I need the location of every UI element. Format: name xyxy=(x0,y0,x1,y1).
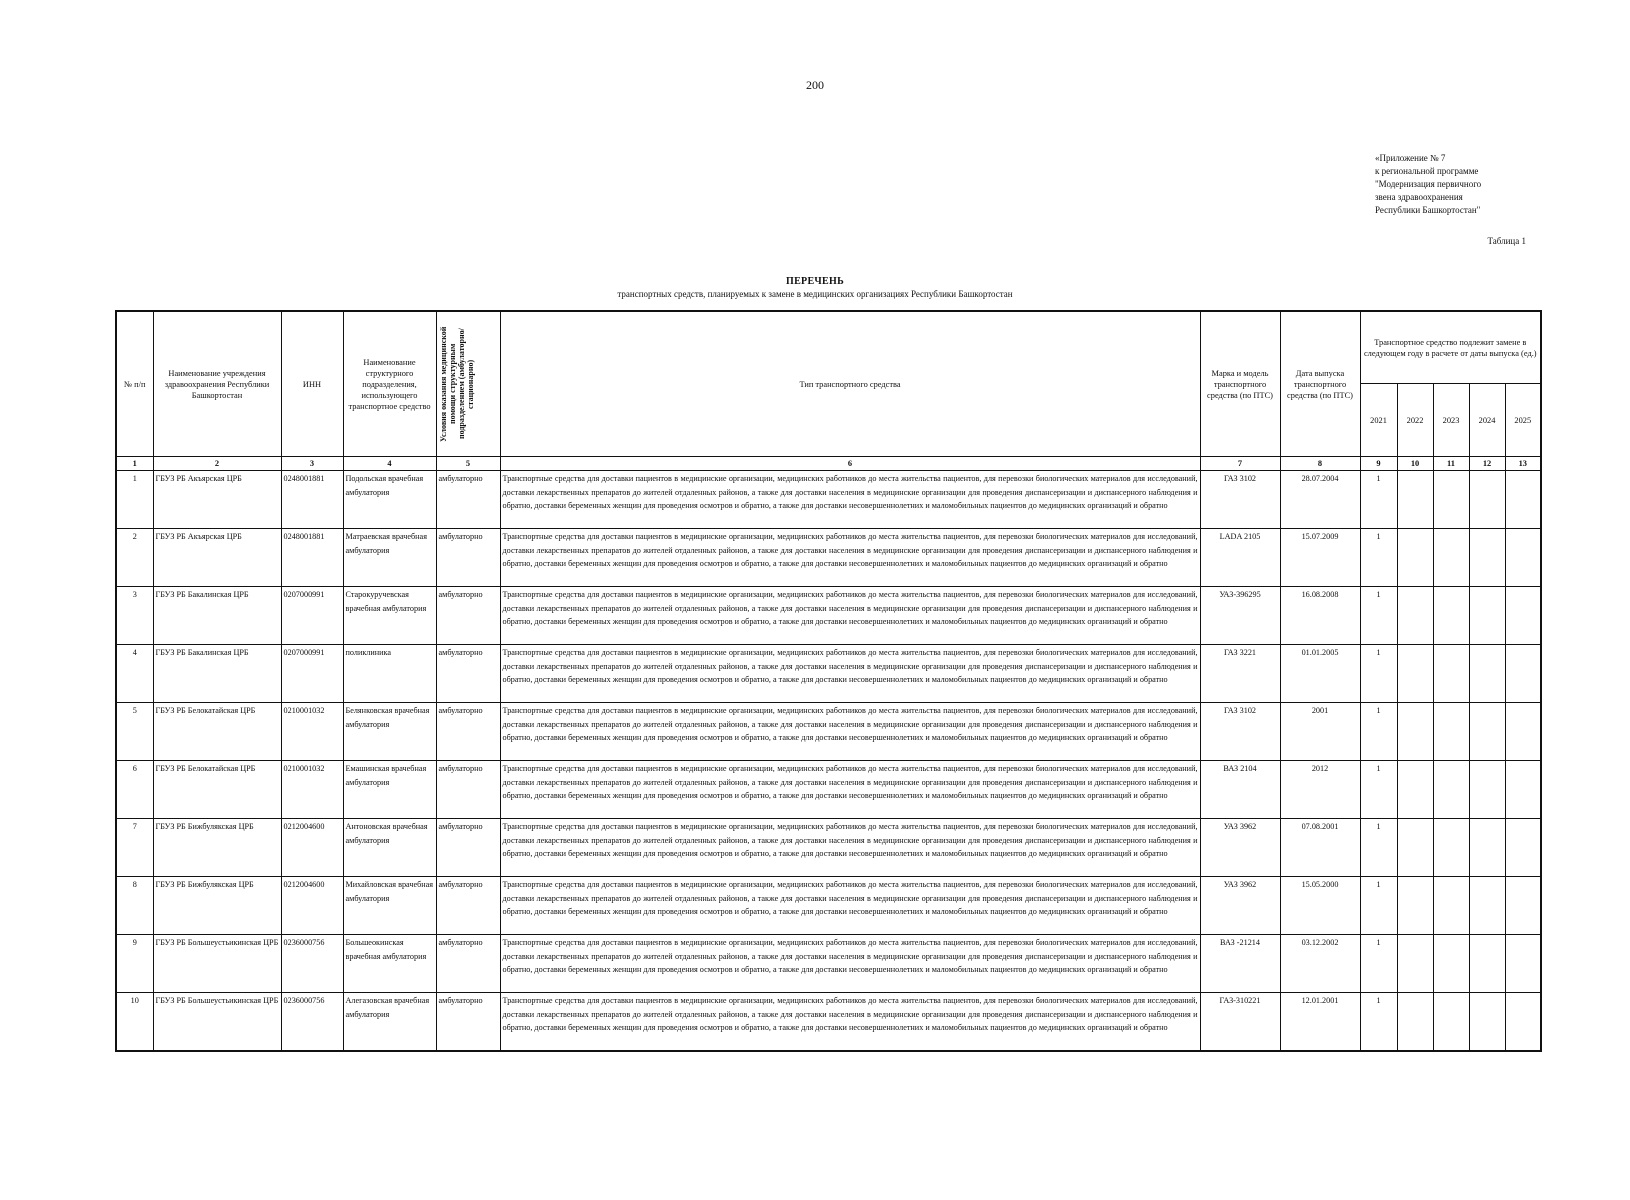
cell-2025 xyxy=(1505,587,1541,645)
cell-2024 xyxy=(1469,877,1505,935)
column-number: 11 xyxy=(1433,457,1469,471)
cell-num: 10 xyxy=(116,993,153,1051)
cell-conditions: амбулаторно xyxy=(436,877,500,935)
cell-2025 xyxy=(1505,529,1541,587)
cell-num: 9 xyxy=(116,935,153,993)
cell-conditions: амбулаторно xyxy=(436,935,500,993)
header-release-date: Дата выпуска транспортного средства (по ПТС) xyxy=(1280,311,1360,457)
cell-inn: 0248001881 xyxy=(281,529,343,587)
column-number: 3 xyxy=(281,457,343,471)
cell-model: УАЗ 3962 xyxy=(1200,877,1280,935)
cell-model: УАЗ-396295 xyxy=(1200,587,1280,645)
cell-vehicle-type: Транспортные средства для доставки пациентов в медицинские организации, медицинских работников до места жительства пациентов, для перевозки биологических материалов для исследований, доставки лекарственных препаратов до жителей отдаленных районов, а также для доставки населения в медицинские организации для проведения диспансеризации и диспансерного наблюдения и обратно, доставки беременных женщин для проведения осмотров и обратно, а также для доставки несовершеннолетних и маломобильных пациентов до медицинских организаций и обратно xyxy=(500,587,1200,645)
table-row xyxy=(116,703,1541,761)
column-number: 4 xyxy=(343,457,436,471)
cell-institution: ГБУЗ РБ Акъярская ЦРБ xyxy=(153,471,281,529)
cell-2023 xyxy=(1433,877,1469,935)
cell-2023 xyxy=(1433,935,1469,993)
appendix-line: "Модернизация первичного xyxy=(1375,179,1482,189)
table-row xyxy=(116,645,1541,703)
cell-subdivision: Старокуручевская врачебная амбулатория xyxy=(343,587,436,645)
cell-model: LADA 2105 xyxy=(1200,529,1280,587)
cell-institution: ГБУЗ РБ Бакалинская ЦРБ xyxy=(153,645,281,703)
cell-2021: 1 xyxy=(1360,877,1397,935)
cell-inn: 0236000756 xyxy=(281,935,343,993)
column-number: 8 xyxy=(1280,457,1360,471)
table-row xyxy=(116,819,1541,877)
cell-num: 2 xyxy=(116,529,153,587)
cell-2022 xyxy=(1397,471,1433,529)
cell-2024 xyxy=(1469,645,1505,703)
cell-vehicle-type: Транспортные средства для доставки пациентов в медицинские организации, медицинских работников до места жительства пациентов, для перевозки биологических материалов для исследований, доставки лекарственных препаратов до жителей отдаленных районов, а также для доставки населения в медицинские организации для проведения диспансеризации и диспансерного наблюдения и обратно, доставки беременных женщин для проведения осмотров и обратно, а также для доставки несовершеннолетних и маломобильных пациентов до медицинских организаций и обратно xyxy=(500,935,1200,993)
cell-2025 xyxy=(1505,645,1541,703)
cell-2023 xyxy=(1433,645,1469,703)
header-conditions: Условия оказания медицинской помощи структурным подразделением (амбулаторно/ стационарно) xyxy=(439,326,475,442)
cell-2022 xyxy=(1397,645,1433,703)
cell-num: 7 xyxy=(116,819,153,877)
header-year: 2025 xyxy=(1505,384,1541,457)
cell-release-date: 2012 xyxy=(1280,761,1360,819)
header-year: 2024 xyxy=(1469,384,1505,457)
cell-release-date: 07.08.2001 xyxy=(1280,819,1360,877)
cell-institution: ГБУЗ РБ Бакалинская ЦРБ xyxy=(153,587,281,645)
cell-inn: 0210001032 xyxy=(281,703,343,761)
cell-2023 xyxy=(1433,587,1469,645)
page-number: 200 xyxy=(806,78,824,92)
cell-subdivision: Большеокинская врачебная амбулатория xyxy=(343,935,436,993)
column-number: 7 xyxy=(1200,457,1280,471)
cell-conditions: амбулаторно xyxy=(436,529,500,587)
cell-2022 xyxy=(1397,703,1433,761)
cell-2024 xyxy=(1469,935,1505,993)
header-num: № п/п xyxy=(116,311,153,457)
table-header xyxy=(116,311,1541,471)
cell-subdivision: Антоновская врачебная амбулатория xyxy=(343,819,436,877)
cell-subdivision: Белянковская врачебная амбулатория xyxy=(343,703,436,761)
cell-2025 xyxy=(1505,819,1541,877)
cell-2022 xyxy=(1397,587,1433,645)
document-title xyxy=(0,275,1630,301)
header-year: 2022 xyxy=(1397,384,1433,457)
cell-inn: 0212004600 xyxy=(281,877,343,935)
cell-institution: ГБУЗ РБ Акъярская ЦРБ xyxy=(153,529,281,587)
cell-release-date: 2001 xyxy=(1280,703,1360,761)
cell-model: ГАЗ 3102 xyxy=(1200,471,1280,529)
cell-conditions: амбулаторно xyxy=(436,761,500,819)
cell-inn: 0212004600 xyxy=(281,819,343,877)
cell-2025 xyxy=(1505,935,1541,993)
cell-2021: 1 xyxy=(1360,471,1397,529)
cell-2021: 1 xyxy=(1360,529,1397,587)
cell-release-date: 15.05.2000 xyxy=(1280,877,1360,935)
table-row xyxy=(116,993,1541,1051)
cell-num: 4 xyxy=(116,645,153,703)
cell-num: 5 xyxy=(116,703,153,761)
cell-2021: 1 xyxy=(1360,819,1397,877)
header-institution: Наименование учреждения здравоохранения Республики Башкортостан xyxy=(153,311,281,457)
column-number: 9 xyxy=(1360,457,1397,471)
column-number: 1 xyxy=(116,457,153,471)
column-number: 12 xyxy=(1469,457,1505,471)
cell-2022 xyxy=(1397,877,1433,935)
appendix-note xyxy=(1375,152,1555,217)
cell-2022 xyxy=(1397,761,1433,819)
header-year: 2023 xyxy=(1433,384,1469,457)
cell-vehicle-type: Транспортные средства для доставки пациентов в медицинские организации, медицинских работников до места жительства пациентов, для перевозки биологических материалов для исследований, доставки лекарственных препаратов до жителей отдаленных районов, а также для доставки населения в медицинские организации для проведения диспансеризации и диспансерного наблюдения и обратно, доставки беременных женщин для проведения осмотров и обратно, а также для доставки несовершеннолетних и маломобильных пациентов до медицинских организаций и обратно xyxy=(500,819,1200,877)
column-number: 10 xyxy=(1397,457,1433,471)
cell-vehicle-type: Транспортные средства для доставки пациентов в медицинские организации, медицинских работников до места жительства пациентов, для перевозки биологических материалов для исследований, доставки лекарственных препаратов до жителей отдаленных районов, а также для доставки населения в медицинские организации для проведения диспансеризации и диспансерного наблюдения и обратно, доставки беременных женщин для проведения осмотров и обратно, а также для доставки несовершеннолетних и маломобильных пациентов до медицинских организаций и обратно xyxy=(500,877,1200,935)
cell-model: ВАЗ 2104 xyxy=(1200,761,1280,819)
cell-vehicle-type: Транспортные средства для доставки пациентов в медицинские организации, медицинских работников до места жительства пациентов, для перевозки биологических материалов для исследований, доставки лекарственных препаратов до жителей отдаленных районов, а также для доставки населения в медицинские организации для проведения диспансеризации и диспансерного наблюдения и обратно, доставки беременных женщин для проведения осмотров и обратно, а также для доставки несовершеннолетних и маломобильных пациентов до медицинских организаций и обратно xyxy=(500,703,1200,761)
cell-vehicle-type: Транспортные средства для доставки пациентов в медицинские организации, медицинских работников до места жительства пациентов, для перевозки биологических материалов для исследований, доставки лекарственных препаратов до жителей отдаленных районов, а также для доставки населения в медицинские организации для проведения диспансеризации и диспансерного наблюдения и обратно, доставки беременных женщин для проведения осмотров и обратно, а также для доставки несовершеннолетних и маломобильных пациентов до медицинских организаций и обратно xyxy=(500,471,1200,529)
cell-inn: 0248001881 xyxy=(281,471,343,529)
cell-num: 1 xyxy=(116,471,153,529)
header-replacement: Транспортное средство подлежит замене в следующем году в расчете от даты выпуска (ед.) xyxy=(1360,311,1541,384)
cell-conditions: амбулаторно xyxy=(436,471,500,529)
cell-2025 xyxy=(1505,703,1541,761)
cell-2021: 1 xyxy=(1360,993,1397,1051)
cell-2023 xyxy=(1433,529,1469,587)
cell-model: ГАЗ 3221 xyxy=(1200,645,1280,703)
cell-2022 xyxy=(1397,993,1433,1051)
column-number: 13 xyxy=(1505,457,1541,471)
cell-release-date: 28.07.2004 xyxy=(1280,471,1360,529)
table-body xyxy=(116,471,1541,1051)
header-year: 2021 xyxy=(1360,384,1397,457)
cell-subdivision: Емашинская врачебная амбулатория xyxy=(343,761,436,819)
column-number-row xyxy=(116,457,1541,471)
cell-inn: 0207000991 xyxy=(281,645,343,703)
cell-2023 xyxy=(1433,819,1469,877)
cell-2021: 1 xyxy=(1360,587,1397,645)
cell-inn: 0236000756 xyxy=(281,993,343,1051)
cell-subdivision: поликлиника xyxy=(343,645,436,703)
cell-inn: 0207000991 xyxy=(281,587,343,645)
cell-institution: ГБУЗ РБ Белокатайская ЦРБ xyxy=(153,761,281,819)
cell-2024 xyxy=(1469,529,1505,587)
cell-conditions: амбулаторно xyxy=(436,645,500,703)
table-label: Таблица 1 xyxy=(1487,236,1526,246)
cell-subdivision: Подольская врачебная амбулатория xyxy=(343,471,436,529)
cell-num: 6 xyxy=(116,761,153,819)
cell-subdivision: Михайловская врачебная амбулатория xyxy=(343,877,436,935)
cell-2021: 1 xyxy=(1360,703,1397,761)
cell-conditions: амбулаторно xyxy=(436,819,500,877)
cell-inn: 0210001032 xyxy=(281,761,343,819)
cell-model: ВАЗ -21214 xyxy=(1200,935,1280,993)
appendix-line: звена здравоохранения xyxy=(1375,192,1463,202)
cell-2024 xyxy=(1469,993,1505,1051)
cell-institution: ГБУЗ РБ Белокатайская ЦРБ xyxy=(153,703,281,761)
table-row xyxy=(116,877,1541,935)
header-model: Марка и модель транспортного средства (по ПТС) xyxy=(1200,311,1280,457)
cell-subdivision: Алегазовская врачебная амбулатория xyxy=(343,993,436,1051)
cell-2024 xyxy=(1469,471,1505,529)
table-row xyxy=(116,761,1541,819)
table-row xyxy=(116,529,1541,587)
header-conditions-cell xyxy=(436,311,500,457)
cell-conditions: амбулаторно xyxy=(436,587,500,645)
appendix-line: к региональной программе xyxy=(1375,166,1479,176)
cell-2025 xyxy=(1505,877,1541,935)
title-subtitle: транспортных средств, планируемых к замене в медицинских организациях Республики Башкортостан xyxy=(617,289,1013,299)
cell-release-date: 15.07.2009 xyxy=(1280,529,1360,587)
cell-conditions: амбулаторно xyxy=(436,703,500,761)
header-vehicle-type: Тип транспортного средства xyxy=(500,311,1200,457)
table-row xyxy=(116,935,1541,993)
cell-2022 xyxy=(1397,529,1433,587)
cell-institution: ГБУЗ РБ Большеустьикинская ЦРБ xyxy=(153,993,281,1051)
cell-2025 xyxy=(1505,471,1541,529)
cell-2021: 1 xyxy=(1360,761,1397,819)
column-number: 2 xyxy=(153,457,281,471)
cell-institution: ГБУЗ РБ Бижбулякская ЦРБ xyxy=(153,819,281,877)
appendix-line: Республики Башкортостан" xyxy=(1375,205,1481,215)
cell-release-date: 01.01.2005 xyxy=(1280,645,1360,703)
cell-2022 xyxy=(1397,935,1433,993)
table-row xyxy=(116,471,1541,529)
cell-2024 xyxy=(1469,703,1505,761)
cell-2023 xyxy=(1433,761,1469,819)
cell-vehicle-type: Транспортные средства для доставки пациентов в медицинские организации, медицинских работников до места жительства пациентов, для перевозки биологических материалов для исследований, доставки лекарственных препаратов до жителей отдаленных районов, а также для доставки населения в медицинские организации для проведения диспансеризации и диспансерного наблюдения и обратно, доставки беременных женщин для проведения осмотров и обратно, а также для доставки несовершеннолетних и маломобильных пациентов до медицинских организаций и обратно xyxy=(500,761,1200,819)
column-number: 5 xyxy=(436,457,500,471)
appendix-line: «Приложение № 7 xyxy=(1375,153,1446,163)
cell-model: УАЗ 3962 xyxy=(1200,819,1280,877)
cell-release-date: 16.08.2008 xyxy=(1280,587,1360,645)
cell-model: ГАЗ 3102 xyxy=(1200,703,1280,761)
cell-model: ГАЗ-310221 xyxy=(1200,993,1280,1051)
cell-2025 xyxy=(1505,761,1541,819)
cell-2024 xyxy=(1469,761,1505,819)
cell-institution: ГБУЗ РБ Большеустьикинская ЦРБ xyxy=(153,935,281,993)
cell-2025 xyxy=(1505,993,1541,1051)
column-number: 6 xyxy=(500,457,1200,471)
cell-num: 8 xyxy=(116,877,153,935)
cell-conditions: амбулаторно xyxy=(436,993,500,1051)
table-row xyxy=(116,587,1541,645)
cell-institution: ГБУЗ РБ Бижбулякская ЦРБ xyxy=(153,877,281,935)
cell-2023 xyxy=(1433,703,1469,761)
title-main: ПЕРЕЧЕНЬ xyxy=(785,276,845,287)
cell-2023 xyxy=(1433,993,1469,1051)
cell-vehicle-type: Транспортные средства для доставки пациентов в медицинские организации, медицинских работников до места жительства пациентов, для перевозки биологических материалов для исследований, доставки лекарственных препаратов до жителей отдаленных районов, а также для доставки населения в медицинские организации для проведения диспансеризации и диспансерного наблюдения и обратно, доставки беременных женщин для проведения осмотров и обратно, а также для доставки несовершеннолетних и маломобильных пациентов до медицинских организаций и обратно xyxy=(500,993,1200,1051)
header-inn: ИНН xyxy=(281,311,343,457)
cell-2024 xyxy=(1469,587,1505,645)
vehicle-table xyxy=(115,310,1542,1052)
cell-2021: 1 xyxy=(1360,645,1397,703)
cell-vehicle-type: Транспортные средства для доставки пациентов в медицинские организации, медицинских работников до места жительства пациентов, для перевозки биологических материалов для исследований, доставки лекарственных препаратов до жителей отдаленных районов, а также для доставки населения в медицинские организации для проведения диспансеризации и диспансерного наблюдения и обратно, доставки беременных женщин для проведения осмотров и обратно, а также для доставки несовершеннолетних и маломобильных пациентов до медицинских организаций и обратно xyxy=(500,645,1200,703)
cell-release-date: 12.01.2001 xyxy=(1280,993,1360,1051)
cell-2021: 1 xyxy=(1360,935,1397,993)
cell-2022 xyxy=(1397,819,1433,877)
cell-vehicle-type: Транспортные средства для доставки пациентов в медицинские организации, медицинских работников до места жительства пациентов, для перевозки биологических материалов для исследований, доставки лекарственных препаратов до жителей отдаленных районов, а также для доставки населения в медицинские организации для проведения диспансеризации и диспансерного наблюдения и обратно, доставки беременных женщин для проведения осмотров и обратно, а также для доставки несовершеннолетних и маломобильных пациентов до медицинских организаций и обратно xyxy=(500,529,1200,587)
header-subdivision: Наименование структурного подразделения, использующего транспортное средство xyxy=(343,311,436,457)
cell-2024 xyxy=(1469,819,1505,877)
cell-subdivision: Матраевская врачебная амбулатория xyxy=(343,529,436,587)
cell-num: 3 xyxy=(116,587,153,645)
cell-2023 xyxy=(1433,471,1469,529)
cell-release-date: 03.12.2002 xyxy=(1280,935,1360,993)
